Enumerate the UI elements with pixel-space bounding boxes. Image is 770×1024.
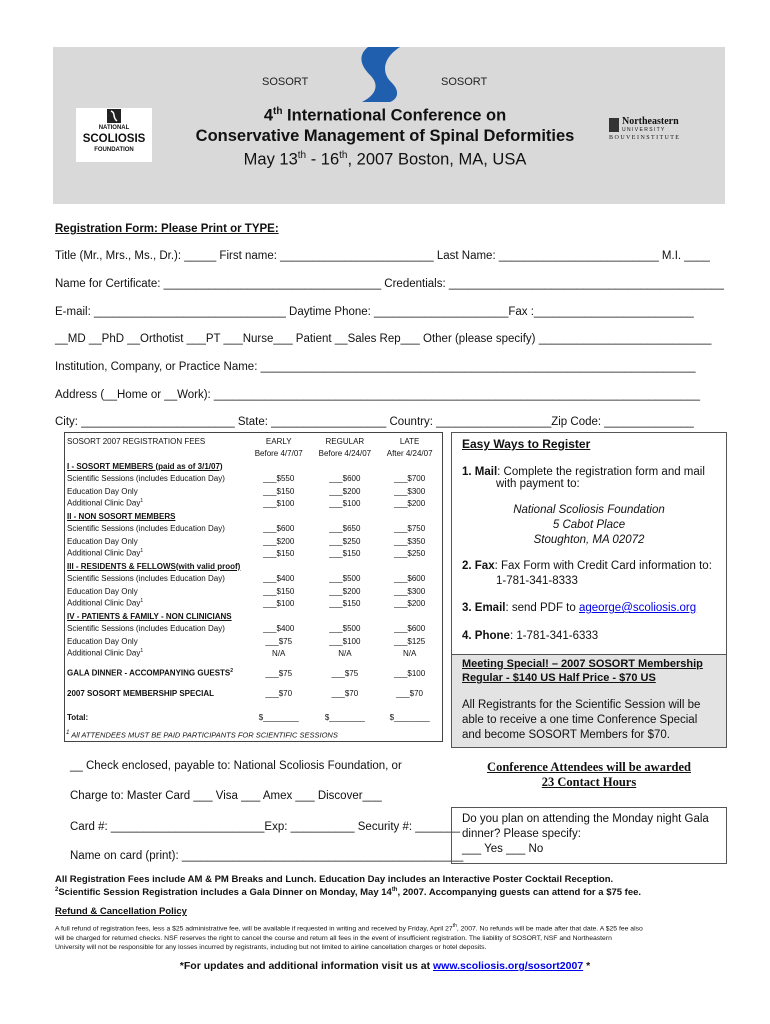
fee-label: Scientific Sessions (includes Education Day) <box>67 474 225 483</box>
late-fee[interactable]: ___$100 <box>394 669 426 678</box>
gala-note: $^2$Scientific Session Registration includes a Gala Dinner on Monday, May 14th, 2007. Accompanying guests can attend for a $75 fee. <box>55 887 642 899</box>
late-fee[interactable]: ___$125 <box>394 636 426 646</box>
address-line[interactable]: Address (__Home or __Work): ____________________________________________________________________________ <box>55 389 701 401</box>
fees-section-row <box>65 608 440 621</box>
check-line[interactable]: __ Check enclosed, payable to: National Scoliosis Foundation, or <box>70 760 402 772</box>
regular-fee[interactable]: ___$500 <box>329 574 361 583</box>
early-fee[interactable]: $________ <box>258 713 299 722</box>
fees-footnote: $^1$ All ATTENDEES MUST BE PAID PARTICIPANTS FOR SCIENTIFIC SESSIONS <box>66 729 338 740</box>
fee-label: Total: <box>67 713 89 722</box>
gala-question[interactable]: Do you plan on attending the Monday night Gala dinner? Please specify: ___ Yes ___ No <box>462 813 709 855</box>
fees-row <box>65 646 440 659</box>
form-heading: Registration Form: Please Print or TYPE: <box>55 223 279 235</box>
regular-fee[interactable]: ___$500 <box>329 624 361 633</box>
regular-date: Before 4/24/07 <box>318 449 372 458</box>
certificate-line[interactable]: Name for Certificate: __________________________________ Credentials: ___________________________________________ <box>55 278 724 290</box>
early-fee[interactable]: ___$75 <box>265 669 293 678</box>
regular-fee[interactable]: ___$150 <box>329 599 361 608</box>
section-label: I - SOSORT MEMBERS (paid as of 3/1/07) <box>67 461 223 471</box>
fees-include-note: All Registration Fees include AM & PM Breaks and Lunch. Education Day includes an Interactive Poster Cocktail Reception. <box>55 874 614 885</box>
meeting-special-price: Regular - $140 US Half Price - $70 US <box>462 672 656 684</box>
late-fee[interactable]: N/A <box>402 649 417 658</box>
regular-header: REGULAR <box>325 436 365 446</box>
fee-label: Scientific Sessions (includes Education Day) <box>67 574 225 583</box>
regular-fee[interactable]: ___$100 <box>329 636 361 646</box>
early-date: Before 4/7/07 <box>254 449 303 458</box>
regular-fee[interactable]: ___$150 <box>329 549 361 558</box>
regular-fee[interactable]: ___$650 <box>329 524 361 533</box>
regular-fee[interactable]: ___$200 <box>329 586 361 596</box>
late-fee[interactable]: ___$700 <box>394 474 426 483</box>
fee-label: Education Day Only <box>67 636 138 646</box>
card-line[interactable]: Card #: ________________________Exp: __________ Security #: _______ <box>70 821 461 833</box>
fees-row <box>65 698 440 722</box>
city-line[interactable]: City: ________________________ State: __________________ Country: __________________Zip Code: ______________ <box>55 416 694 428</box>
fee-label: Additional Clinic Day$^1$ <box>67 598 144 608</box>
mail-option: 1. Mail: Complete the registration form and mail with payment to: <box>462 466 705 490</box>
contact-line[interactable]: E-mail: ______________________________ Daytime Phone: _____________________Fax :_________________________ <box>55 306 694 318</box>
late-fee[interactable]: ___$70 <box>396 689 423 698</box>
section-label: III - RESIDENTS & FELLOWS(with valid proof) <box>67 561 241 571</box>
fees-header: SOSORT 2007 REGISTRATION FEES <box>67 436 206 446</box>
fee-label: Additional Clinic Day$^1$ <box>67 548 144 558</box>
fees-row <box>65 633 440 646</box>
ways-title: Easy Ways to Register <box>462 437 591 451</box>
fee-label: Scientific Sessions (includes Education Day) <box>67 624 225 633</box>
late-fee[interactable]: ___$600 <box>394 624 426 633</box>
sosort-label-left: SOSORT <box>262 76 309 88</box>
fees-row <box>65 583 440 596</box>
early-fee[interactable]: ___$100 <box>263 599 295 608</box>
conference-title-line1: 4th International Conference on <box>263 106 507 125</box>
late-fee[interactable]: ___$200 <box>394 499 426 508</box>
fees-row <box>65 571 440 584</box>
early-fee[interactable]: ___$150 <box>263 586 295 596</box>
fax-number: 1-781-341-8333 <box>496 575 578 587</box>
sosort-logo <box>340 47 430 102</box>
section-label: II - NON SOSORT MEMBERS <box>67 511 176 521</box>
fee-label: Education Day Only <box>67 486 138 496</box>
regular-fee[interactable]: ___$100 <box>329 499 361 508</box>
fees-row <box>65 658 440 678</box>
early-fee[interactable]: ___$150 <box>263 549 295 558</box>
phone-option: 4. Phone: 1-781-341-6333 <box>462 630 599 642</box>
late-header: LATE <box>399 436 420 446</box>
conference-dates: May 13th - 16th, 2007 Boston, MA, USA <box>243 150 527 169</box>
title-name-line[interactable]: Title (Mr., Mrs., Ms., Dr.): _____ First name: ________________________ Last Name: _________________________ M.I. ____ <box>55 250 710 262</box>
late-fee[interactable]: ___$300 <box>394 486 426 496</box>
fee-label: Additional Clinic Day$^1$ <box>67 498 144 508</box>
early-header: EARLY <box>265 436 292 446</box>
meeting-special-title: Meeting Special! – 2007 SOSORT Membership <box>462 658 703 670</box>
refund-title: Refund & Cancellation Policy <box>55 906 187 917</box>
early-fee[interactable]: ___$550 <box>263 474 295 483</box>
fee-label: Education Day Only <box>67 536 138 546</box>
late-fee[interactable]: ___$350 <box>394 536 426 546</box>
fax-option: 2. Fax: Fax Form with Credit Card information to: <box>462 560 712 572</box>
early-fee[interactable]: ___$400 <box>263 624 295 633</box>
early-fee[interactable]: ___$75 <box>265 636 293 646</box>
meeting-special-body: All Registrants for the Scientific Session will be able to receive a one time Conference Special and become SOSORT Members for $70. <box>462 699 701 741</box>
nsf-logo: NATIONAL SCOLIOSIS FOUNDATION <box>76 108 152 162</box>
fee-label: Scientific Sessions (includes Education Day) <box>67 524 225 533</box>
fee-label: Additional Clinic Day$^1$ <box>67 648 144 658</box>
refund-policy: A full refund of registration fees, less a $25 administrative fee, will be available if requested in writing and received by Friday, April 27th, 2007. No refunds will be made after that date. A $25 fee also will be charged for returned checks. NSF reserves the right to cancel the course and return all fees in the event of insufficient registration. The liability of SOSORT, NSF and Northeastern University will not be responsible for any losses incurred by registrants, including but not limited to airline cancellation charges or hotel deposits. <box>55 923 643 952</box>
sosort-label-right: SOSORT <box>441 76 488 88</box>
late-fee[interactable]: ___$250 <box>394 549 426 558</box>
fees-section-row <box>65 558 440 571</box>
fees-row <box>65 546 440 559</box>
fees-row <box>65 533 440 546</box>
regular-fee[interactable]: ___$250 <box>329 536 361 546</box>
fees-row <box>65 521 440 534</box>
fees-row <box>65 496 440 509</box>
regular-fee[interactable]: ___$200 <box>329 486 361 496</box>
email-option: 3. Email: send PDF to ageorge@scoliosis.org <box>462 602 697 614</box>
late-fee[interactable]: ___$200 <box>394 599 426 608</box>
northeastern-logo: Northeastern U N I V E R S I T Y B O U V E I N S T I T U T E <box>609 116 679 141</box>
charge-line[interactable]: Charge to: Master Card ___ Visa ___ Amex ___ Discover___ <box>70 790 382 802</box>
fees-section-row <box>65 508 440 521</box>
website-link[interactable]: www.scoliosis.org/sosort2007 <box>433 960 584 972</box>
regular-fee[interactable]: ___$70 <box>331 689 359 698</box>
late-fee[interactable]: ___$750 <box>394 524 426 533</box>
email-link[interactable]: ageorge@scoliosis.org <box>578 602 697 614</box>
fee-label: GALA DINNER - ACCOMPANYING GUESTS$^2$ <box>67 668 234 678</box>
contact-hours-note: Conference Attendees will be awarded 23 Contact Hours <box>487 760 691 789</box>
fees-section-row <box>65 458 440 471</box>
late-fee[interactable]: ___$300 <box>394 586 426 596</box>
early-fee[interactable]: ___$600 <box>263 524 295 533</box>
institution-line[interactable]: Institution, Company, or Practice Name: ____________________________________________________________________ <box>55 361 696 373</box>
fees-row <box>65 471 440 484</box>
footer-note: *For updates and additional information visit us at www.scoliosis.org/sosort2007 * <box>179 960 591 972</box>
section-label: IV - PATIENTS & FAMILY - NON CLINICIANS <box>67 611 232 621</box>
early-fee[interactable]: ___$150 <box>263 486 295 496</box>
regular-fee[interactable]: ___$75 <box>331 669 359 678</box>
fees-table <box>65 433 440 722</box>
late-date: After 4/24/07 <box>386 449 433 458</box>
regular-fee[interactable]: N/A <box>338 649 352 658</box>
late-fee[interactable]: $________ <box>389 713 430 722</box>
regular-fee[interactable]: $________ <box>324 713 365 722</box>
regular-fee[interactable]: ___$600 <box>329 474 361 483</box>
early-fee[interactable]: ___$100 <box>263 499 295 508</box>
early-fee[interactable]: ___$70 <box>265 689 293 698</box>
fee-label: 2007 SOSORT MEMBERSHIP SPECIAL <box>67 689 214 698</box>
conference-title-line2: Conservative Management of Spinal Deformities <box>195 127 575 145</box>
fees-row <box>65 483 440 496</box>
cardholder-line[interactable]: Name on card (print): ____________________________________________ <box>70 850 464 862</box>
fees-row <box>65 621 440 634</box>
early-fee[interactable]: N/A <box>272 649 286 658</box>
mail-address: National Scoliosis Foundation 5 Cabot Place Stoughton, MA 02072 <box>513 504 665 546</box>
profession-line[interactable]: __MD __PhD __Orthotist ___PT ___Nurse___ Patient __Sales Rep___ Other (please specify) ___________________________ <box>55 333 712 345</box>
fee-label: Education Day Only <box>67 586 138 596</box>
early-fee[interactable]: ___$200 <box>263 536 295 546</box>
early-fee[interactable]: ___$400 <box>263 574 295 583</box>
fees-row <box>65 596 440 609</box>
fees-row <box>65 678 440 698</box>
late-fee[interactable]: ___$600 <box>394 574 426 583</box>
